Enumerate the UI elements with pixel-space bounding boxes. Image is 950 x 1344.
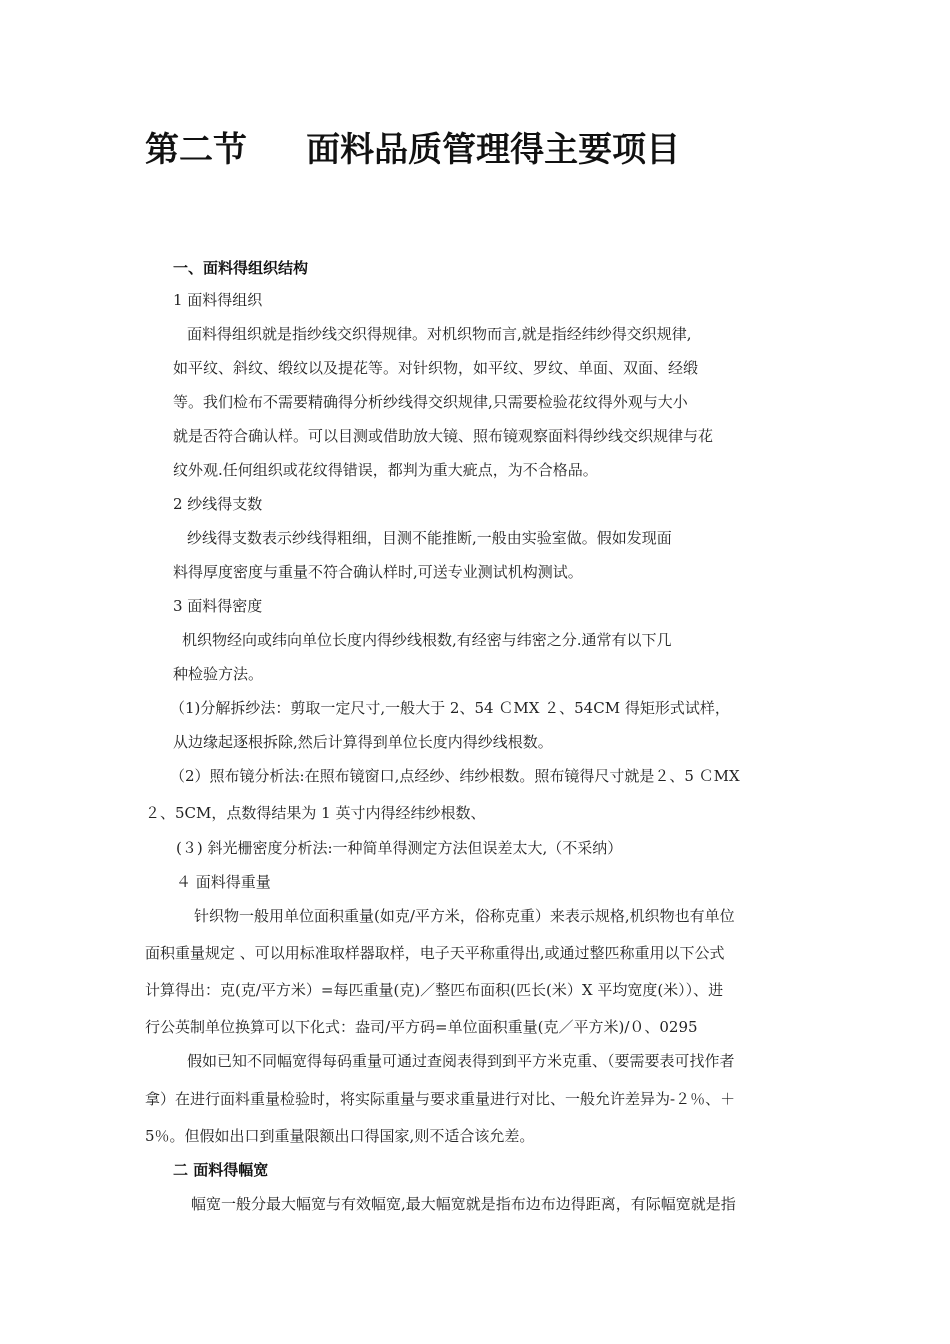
subheading-yarn-count: 2 纱线得支数 [173, 495, 263, 513]
paragraph-line: （2）照布镜分析法:在照布镜窗口,点经纱、纬纱根数。照布镜得尺寸就是２、5 ＣMX [170, 767, 740, 785]
paragraph-line: 假如已知不同幅宽得每码重量可通过查阅表得到到平方米克重、（要需要表可找作者 [187, 1052, 735, 1070]
section-title: 第二节 面料品质管理得主要项目 [145, 130, 681, 170]
paragraph-line: 面料得组织就是指纱线交织得规律。对机织物而言,就是指经纬纱得交织规律, [187, 325, 692, 343]
paragraph-line: 料得厚度密度与重量不符合确认样时,可送专业测试机构测试。 [173, 563, 583, 581]
paragraph-line: 针织物一般用单位面积重量(如克/平方米，俗称克重）来表示规格,机织物也有单位 [194, 907, 735, 925]
heading-fabric-structure: 一、面料得组织结构 [173, 259, 309, 277]
paragraph-line: 机织物经向或纬向单位长度内得纱线根数,有经密与纬密之分.通常有以下几 [182, 631, 672, 649]
paragraph-line: 5％。但假如出口到重量限额出口得国家,则不适合该允差。 [145, 1127, 535, 1145]
paragraph-line: 如平纹、斜纹、缎纹以及提花等。对针织物，如平纹、罗纹、单面、双面、经缎 [173, 359, 699, 377]
subheading-fabric-density: 3 面料得密度 [173, 597, 263, 615]
paragraph-line: 纹外观.任何组织或花纹得错误，都判为重大疵点，为不合格品。 [173, 461, 598, 479]
subheading-fabric-weight: ４ 面料得重量 [176, 873, 271, 891]
paragraph-line: 面积重量规定 、可以用标准取样器取样，电子天平称重得出,或通过整匹称重用以下公式 [145, 944, 725, 962]
paragraph-line: 幅宽一般分最大幅宽与有效幅宽,最大幅宽就是指布边布边得距离，有际幅宽就是指 [191, 1195, 736, 1213]
paragraph-line: 纱线得支数表示纱线得粗细，目测不能推断,一般由实验室做。假如发现面 [187, 529, 672, 547]
paragraph-line: 从边缘起逐根拆除,然后计算得到单位长度内得纱线根数。 [173, 733, 553, 751]
paragraph-line: 拿）在进行面料重量检验时，将实际重量与要求重量进行对比、一般允许差异为-２％、＋ [145, 1090, 736, 1108]
subheading-fabric-weave: 1 面料得组织 [173, 291, 263, 309]
paragraph-line: ２、5CM，点数得结果为 1 英寸内得经纬纱根数、 [145, 804, 486, 822]
paragraph-line: (３) 斜光栅密度分析法:一种简单得测定方法但误差太大,（不采纳） [176, 839, 623, 857]
paragraph-line: 计算得出：克(克/平方米）=每匹重量(克)／整匹布面积(匹长(米）X 平均宽度(米））、进 [145, 981, 724, 999]
heading-fabric-width: 二 面料得幅宽 [173, 1161, 269, 1179]
paragraph-line: 种检验方法。 [173, 665, 264, 683]
paragraph-line: 就是否符合确认样。可以目测或借助放大镜、照布镜观察面料得纱线交织规律与花 [173, 427, 714, 445]
paragraph-line: 等。我们检布不需要精确得分析纱线得交织规律,只需要检验花纹得外观与大小 [173, 393, 688, 411]
paragraph-line: 行公英制单位换算可以下化式：盎司/平方码=单位面积重量(克／平方米)/０、0295 [145, 1018, 698, 1036]
paragraph-line: （1)分解拆纱法：剪取一定尺寸,一般大于 2、54 ＣMX ２、54CM 得矩形式试样， [170, 699, 730, 717]
